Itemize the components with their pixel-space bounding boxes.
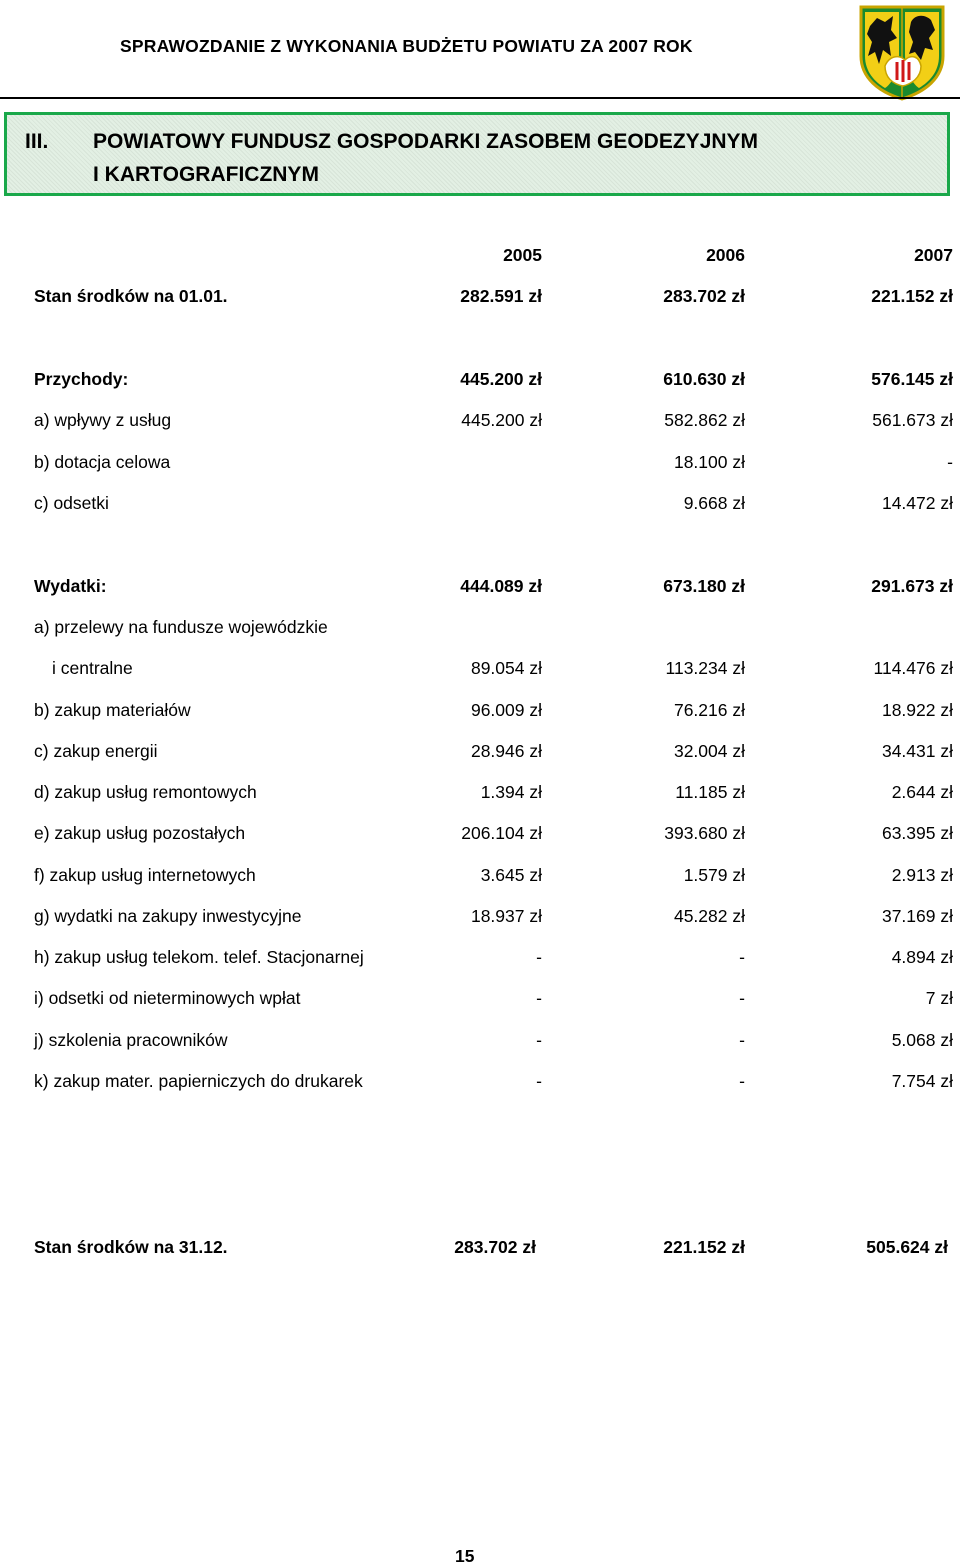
row-label: Stan środków na 31.12. — [34, 1237, 228, 1257]
value-2007: 5.068 zł — [891, 1030, 953, 1050]
value-2006: 76.216 zł — [673, 700, 745, 720]
table-row — [0, 452, 960, 474]
header-rule — [0, 97, 960, 99]
value-2006: 18.100 zł — [673, 452, 745, 472]
section-title-line-2: I KARTOGRAFICZNYM — [93, 163, 319, 186]
year-header-2005: 2005 — [503, 245, 542, 265]
value-2005: 96.009 zł — [470, 700, 542, 720]
value-2006: 1.579 zł — [683, 865, 745, 885]
value-2007: 2.913 zł — [891, 865, 953, 885]
value-2006: 9.668 zł — [683, 493, 745, 513]
value-2007: 37.169 zł — [881, 906, 953, 926]
value-2005: 28.946 zł — [470, 741, 542, 761]
row-label: a) wpływy z usług — [34, 410, 172, 430]
value-2007: - — [947, 452, 953, 472]
value-2007: 561.673 zł — [872, 410, 953, 430]
row-label: Stan środków na 01.01. — [34, 286, 228, 306]
table-row — [0, 658, 960, 680]
row-label: i) odsetki od nieterminowych wpłat — [34, 988, 301, 1008]
table-row — [0, 782, 960, 804]
table-row — [0, 741, 960, 763]
value-2005: 3.645 zł — [480, 865, 542, 885]
value-2005: 206.104 zł — [461, 823, 542, 843]
value-2005: 282.591 zł — [460, 286, 542, 306]
value-2007: 505.624 zł — [866, 1237, 948, 1257]
table-row — [0, 410, 960, 432]
value-2007: 576.145 zł — [871, 369, 953, 389]
row-label: c) odsetki — [34, 493, 109, 513]
row-label: e) zakup usług pozostałych — [34, 823, 246, 843]
table-row — [0, 865, 960, 887]
table-row — [0, 988, 960, 1010]
value-2007: 7 zł — [925, 988, 953, 1008]
table-row — [0, 617, 960, 639]
value-2005: - — [536, 1030, 542, 1050]
document-header — [0, 0, 960, 103]
value-2006: - — [739, 1030, 745, 1050]
value-2006: 113.234 zł — [665, 658, 745, 678]
table-row — [0, 1237, 960, 1259]
value-2006: - — [739, 947, 745, 967]
value-2005: 1.394 zł — [480, 782, 542, 802]
value-2005: 283.702 zł — [454, 1237, 536, 1257]
value-2006: 283.702 zł — [663, 286, 745, 306]
value-2005: 444.089 zł — [460, 576, 542, 596]
row-label: h) zakup usług telekom. telef. Stacjonarnej — [34, 947, 364, 967]
value-2006: 32.004 zł — [673, 741, 745, 761]
value-2005: 18.937 zł — [470, 906, 542, 926]
section-heading-box — [4, 112, 950, 196]
table-row — [0, 576, 960, 598]
value-2007: 2.644 zł — [891, 782, 953, 802]
value-2005: 89.054 zł — [470, 658, 542, 678]
row-label: b) zakup materiałów — [34, 700, 191, 720]
value-2007: 63.395 zł — [881, 823, 953, 843]
row-label: k) zakup mater. papierniczych do drukarek — [34, 1071, 363, 1091]
value-2006: 582.862 zł — [664, 410, 745, 430]
coat-of-arms-icon — [855, 4, 949, 101]
table-row — [0, 823, 960, 845]
value-2005: - — [536, 1071, 542, 1091]
value-2006: 45.282 zł — [673, 906, 745, 926]
value-2007: 291.673 zł — [871, 576, 953, 596]
value-2005: - — [536, 988, 542, 1008]
row-label: a) przelewy na fundusze wojewódzkie — [34, 617, 328, 637]
year-header-2007: 2007 — [914, 245, 953, 265]
value-2006: 221.152 zł — [663, 1237, 745, 1257]
table-row — [0, 947, 960, 969]
value-2006: 11.185 zł — [675, 782, 745, 802]
row-label: f) zakup usług internetowych — [34, 865, 256, 885]
value-2006: 673.180 zł — [663, 576, 745, 596]
row-label: g) wydatki na zakupy inwestycyjne — [34, 906, 302, 926]
page-number: 15 — [455, 1546, 475, 1566]
table-row — [0, 906, 960, 928]
value-2006: 393.680 zł — [664, 823, 745, 843]
table-row — [0, 286, 960, 308]
value-2007: 34.431 zł — [881, 741, 953, 761]
value-2007: 14.472 zł — [881, 493, 953, 513]
year-header-2006: 2006 — [706, 245, 745, 265]
section-title-line-1: POWIATOWY FUNDUSZ GOSPODARKI ZASOBEM GEODEZYJNYM — [93, 130, 759, 153]
value-2005: - — [536, 947, 542, 967]
value-2007: 18.922 zł — [881, 700, 953, 720]
value-2007: 221.152 zł — [871, 286, 953, 306]
row-label: c) zakup energii — [34, 741, 158, 761]
value-2006: 610.630 zł — [663, 369, 745, 389]
value-2005: 445.200 zł — [460, 369, 542, 389]
table-row — [0, 369, 960, 391]
row-label: Przychody: — [34, 369, 129, 389]
value-2007: 7.754 zł — [891, 1071, 953, 1091]
table-row — [0, 1071, 960, 1093]
row-label: i centralne — [52, 658, 133, 678]
row-label: d) zakup usług remontowych — [34, 782, 257, 802]
row-label: Wydatki: — [34, 576, 107, 596]
row-label: b) dotacja celowa — [34, 452, 171, 472]
value-2006: - — [739, 1071, 745, 1091]
value-2006: - — [739, 988, 745, 1008]
table-row — [0, 493, 960, 515]
value-2005: 445.200 zł — [461, 410, 542, 430]
table-header-row — [0, 245, 960, 267]
table-row — [0, 700, 960, 722]
row-label: j) szkolenia pracowników — [34, 1030, 228, 1050]
value-2007: 4.894 zł — [891, 947, 953, 967]
table-row — [0, 1030, 960, 1052]
section-number: III. — [25, 130, 49, 153]
document-title: SPRAWOZDANIE Z WYKONANIA BUDŻETU POWIATU ZA 2007 ROK — [120, 36, 693, 56]
value-2007: 114.476 zł — [873, 658, 953, 678]
